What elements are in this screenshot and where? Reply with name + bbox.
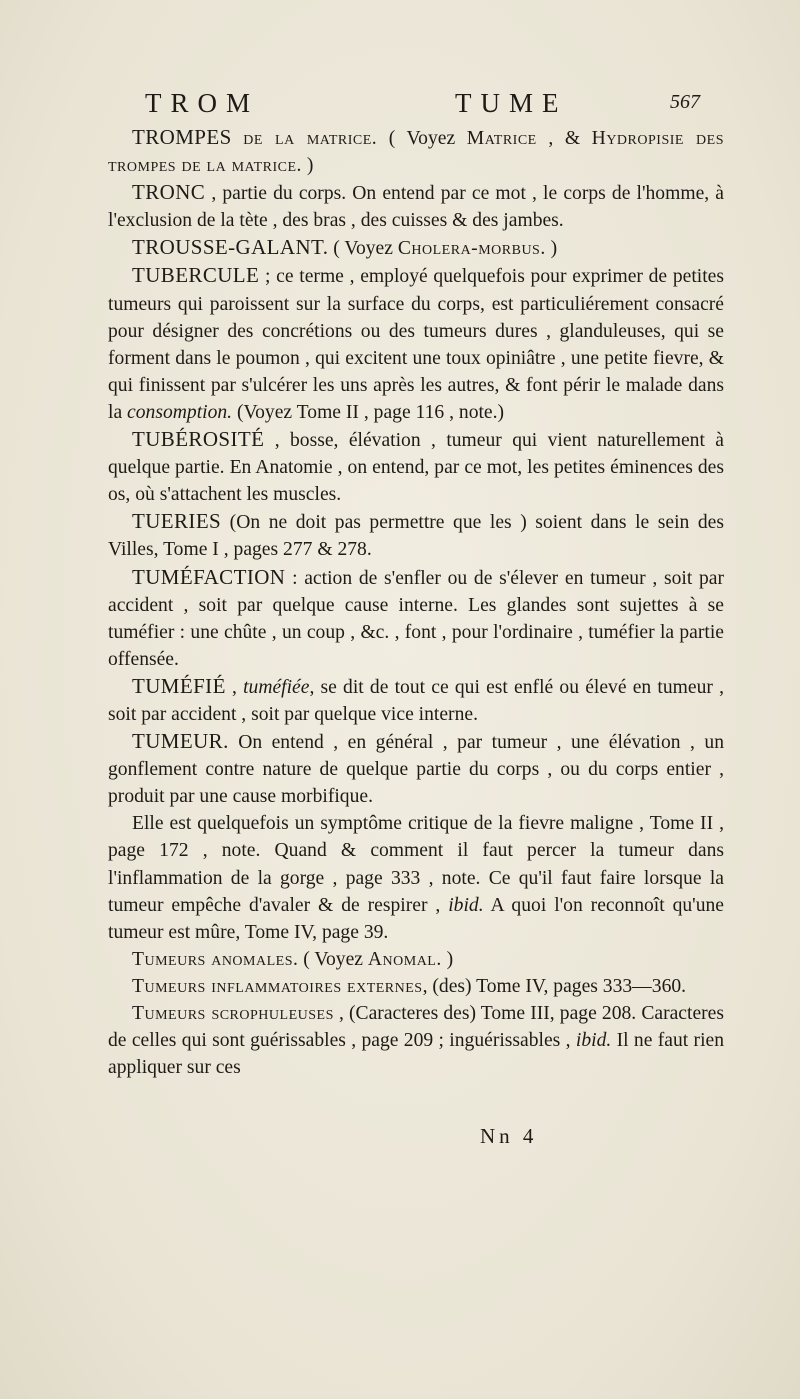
- entry-trompes: [108, 124, 724, 179]
- entry-tueries: [108, 508, 724, 563]
- small-caps-text: de la matrice.: [243, 128, 378, 149]
- entry-trousse-galant: [108, 234, 724, 262]
- dictionary-body: [108, 124, 724, 1081]
- headword: TRONC: [132, 180, 206, 205]
- small-caps-text: Hydropisie des trompes de la matrice.: [108, 128, 724, 177]
- entry-tumefie: [108, 673, 724, 728]
- entry-text: ): [545, 238, 558, 260]
- italic-text: consomption.: [127, 401, 233, 423]
- small-caps-text: Anomal.: [367, 948, 442, 970]
- entry-text: A quoi l'on reconnoît qu'une tumeur est mûre, Tome IV, page 39.: [108, 894, 725, 943]
- headword: TUBERCULE: [132, 263, 260, 288]
- entry-text: ; ce terme , employé quelquefois pour exprimer de petites tumeurs qui paroissent sur la surface du corps, est particuliérement consacré pour désigner des concrétions ou des tumeurs dures , glanduleuses, qui se forment dans le poumon , qui excitent une toux opiniâtre , une petite fievre, & qui finissent par s'ulcérer les uns après les autres, & font périr le malade dans la: [108, 266, 724, 423]
- entry-text: Il ne faut rien appliquer sur ces: [108, 1030, 725, 1079]
- entry-tumeur: [108, 728, 724, 810]
- signature-mark: Nn 4: [480, 1124, 538, 1148]
- entry-text: ( Voyez: [328, 238, 398, 260]
- entry-tuberosite: [108, 426, 724, 508]
- entry-tumeurs-inflammatoires: [108, 973, 724, 1000]
- running-head: [145, 88, 700, 124]
- entry-text: , bosse, élévation , tumeur qui vient naturellement à quelque partie. En Anatomie , on entend, par ce mot, les petites éminences des os, où s'attachent les muscles.: [108, 430, 724, 506]
- entry-text: [232, 128, 244, 149]
- entry-text: , (Caracteres des) Tome III, page 208. Caracteres de celles qui sont guérissables , page 209 ; inguérissables ,: [108, 1003, 724, 1052]
- headword: TUMÉFACTION: [132, 564, 286, 589]
- italic-text: ibid.: [448, 894, 484, 916]
- entry-text: : action de s'enfler ou de s'élever en tumeur , soit par accident , soit par quelque cause interne. Les glandes sont sujettes à se tuméfier : une chûte , un coup , &c. , font , pour l'ordinaire , tuméfier la partie offensée.: [108, 567, 724, 670]
- entry-text: , se dit de tout ce qui est enflé ou élevé en tumeur , soit par accident , soit par quelque vice interne.: [108, 676, 724, 725]
- italic-text: tuméfiée: [243, 676, 310, 698]
- entry-text: On entend , en général , par tumeur , une élévation , un gonflement contre nature de quelque partie du corps , ou du corps entier , produit par une cause morbifique.: [108, 732, 724, 808]
- headword: TROMPES: [132, 125, 232, 149]
- running-head-left: TROM: [145, 88, 260, 118]
- headword: TUMÉFIÉ: [132, 673, 226, 698]
- entry-text: (Voyez Tome II , page 116 , note.): [232, 401, 505, 423]
- page-number: 567: [670, 91, 700, 113]
- small-caps-text: Tumeurs anomales.: [132, 948, 299, 970]
- headword: TROUSSE-GALANT.: [132, 235, 329, 260]
- entry-tumefaction: [108, 564, 724, 673]
- entry-text: , &: [536, 128, 592, 149]
- entry-tronc: [108, 179, 724, 234]
- headword: TUERIES: [132, 509, 222, 534]
- entry-text: ,: [225, 676, 244, 698]
- entry-text: , partie du corps. On entend par ce mot , le corps de l'homme, à l'exclusion de la tète , des bras , des cuisses & des jambes.: [108, 183, 724, 232]
- entry-tumeurs-anomales: [108, 946, 724, 973]
- entry-text: , (des) Tome IV, pages 333—360.: [422, 975, 687, 997]
- entry-tumeurs-scrophuleuses: [108, 1000, 724, 1081]
- small-caps-text: Matrice: [466, 128, 537, 149]
- entry-text: Elle est quelquefois un symptôme critique de la fievre maligne , Tome II , page 172 , note. Quand & comment il faut percer la tumeur dans l'inflammation de la gorge , page 333 , note. Ce qu'il faut faire lorsque la tumeur empêche d'avaler & de respirer ,: [108, 813, 724, 916]
- small-caps-text: Tumeurs scrophuleuses: [132, 1003, 334, 1024]
- entry-text: ): [441, 948, 454, 970]
- running-head-center: TUME: [455, 88, 568, 118]
- small-caps-text: Tumeurs inflammatoires externes: [132, 975, 423, 997]
- entry-text: ( Voyez: [377, 128, 467, 149]
- entry-text: ): [301, 155, 314, 177]
- headword: TUBÉROSITÉ: [132, 427, 265, 452]
- entry-tubercule: [108, 262, 724, 426]
- small-caps-text: Cholera-morbus.: [397, 238, 546, 260]
- entry-text: ( Voyez: [298, 948, 368, 970]
- italic-text: ibid.: [575, 1030, 612, 1052]
- headword: TUMEUR.: [132, 729, 229, 754]
- entry-tumeur-2: [108, 810, 724, 945]
- entry-text: (On ne doit pas permettre que les ) soient dans le sein des Villes, Tome I , pages 277 & 278.: [108, 512, 724, 561]
